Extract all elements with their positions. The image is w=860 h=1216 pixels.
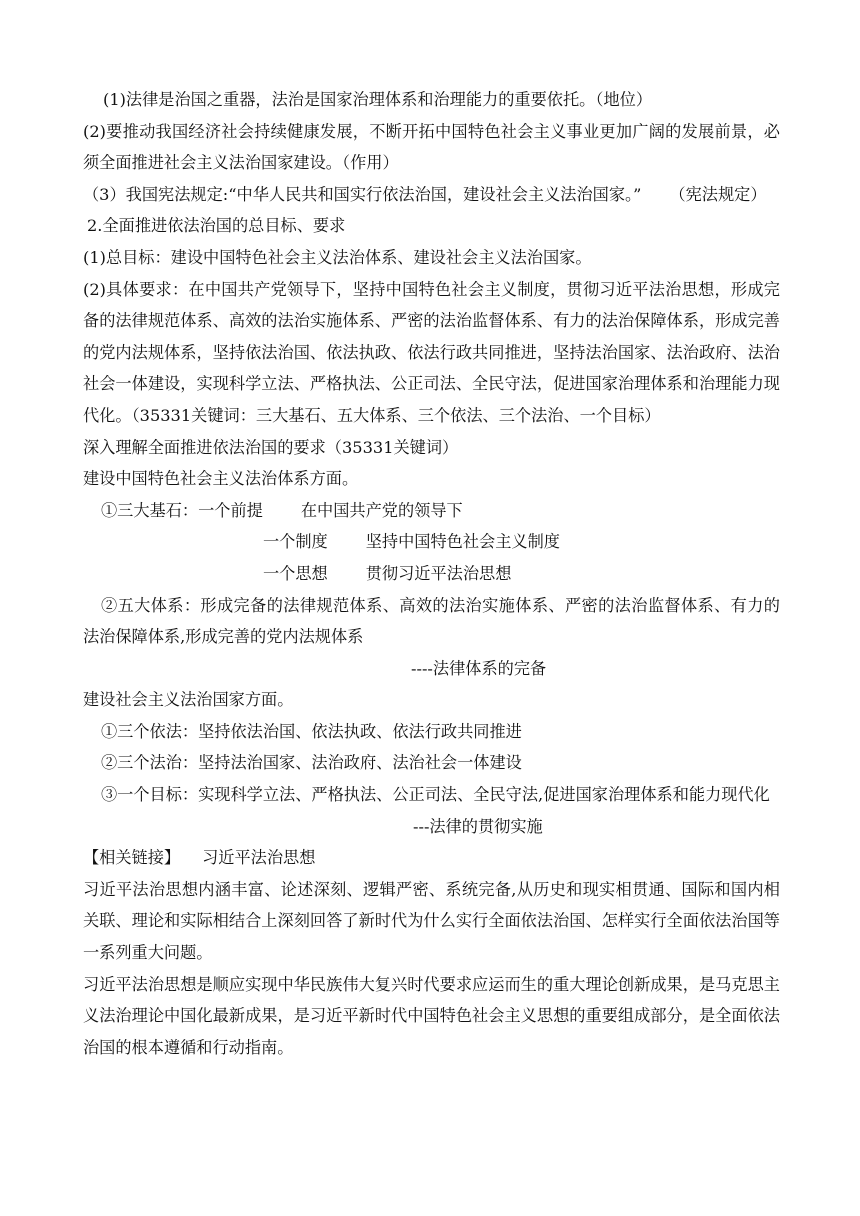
point-3-constitution (83, 179, 780, 211)
point-1-status: (1)法律是治国之重器，法治是国家治理体系和治理能力的重要依托。（地位） (103, 90, 653, 109)
rule-of-law-state-aspect-heading: 建设社会主义法治国家方面。 (83, 690, 294, 710)
cornerstone-system-text: 坚持中国特色社会主义制度 (365, 532, 560, 552)
cornerstone-row-premise (83, 495, 780, 527)
note-law-implementation: ---法律的贯彻实施 (413, 816, 543, 836)
thought-paragraph-2: 习近平法治思想是顺应实现中华民族伟大复兴时代要求应运而生的重大理论创新成果，是马克思主义法治理论中国化最新成果，是习近平新时代中国特色社会主义思想的重要组成部分，是全面依法治国的根本遵循和行动指南。 (83, 974, 780, 1057)
cornerstone-premise-label: ①三大基石：一个前提 (101, 500, 263, 520)
cornerstone-row-system (83, 526, 780, 558)
three-by-law: ①三个依法：坚持依法治国、依法执政、依法行政共同推进 (101, 721, 522, 741)
point-2-role: (2)要推动我国经济社会持续健康发展，不断开拓中国特色社会主义事业更加广阔的发展前景，必须全面推进社会主义法治国家建设。（作用） (83, 121, 780, 173)
document-body (83, 84, 780, 1063)
three-rule-of-law: ②三个法治：坚持法治国家、法治政府、法治社会一体建设 (101, 753, 522, 773)
note-legal-system-complete: ----法律体系的完备 (411, 658, 547, 678)
related-link-label: 【相关链接】 (83, 848, 181, 868)
cornerstone-thought-text: 贯彻习近平法治思想 (365, 563, 512, 583)
section-heading-2: 2.全面推进依法治国的总目标、要求 (87, 216, 346, 236)
cornerstone-system-label: 一个制度 (263, 532, 328, 552)
specific-requirements: (2)具体要求：在中国共产党领导下，坚持中国特色社会主义制度，贯彻习近平法治思想，形成完备的法律规范体系、高效的法治实施体系、严密的法治监督体系、有力的法治保障体系，形成完善的党内法规体系，坚持依法治国、依法执政、依法行政共同推进，坚持法治国家、法治政府、法治社会一体建设，实现科学立法、严格执法、公正司法、全民守法，促进国家治理体系和治理能力现代化。（35331关键词：三大基石、五大体系、三个依法、三个法治、一个目标） (83, 279, 780, 425)
thought-paragraph-1: 习近平法治思想内涵丰富、论述深刻、逻辑严密、系统完备,从历史和现实相贯通、国际和国内相关联、理论和实际相结合上深刻回答了新时代为什么实行全面依法治国、怎样实行全面依法治国等一系列重大问题。 (83, 879, 780, 963)
cornerstone-row-thought (83, 558, 780, 590)
cornerstone-premise-text: 在中国共产党的领导下 (300, 500, 463, 520)
related-link-title: 习近平法治思想 (202, 848, 316, 868)
legal-system-aspect-heading: 建设中国特色社会主义法治体系方面。 (83, 469, 359, 489)
one-goal: ③一个目标：实现科学立法、严格执法、公正司法、全民守法,促进国家治理体系和能力现代化 (101, 785, 770, 805)
cornerstone-thought-label: 一个思想 (263, 563, 328, 583)
deep-understanding-heading: 深入理解全面推进依法治国的要求（35331关键词） (83, 437, 459, 457)
five-systems: ②五大体系：形成完备的法律规范体系、高效的法治实施体系、严密的法治监督体系、有力的法治保障体系,形成完善的党内法规体系 (83, 595, 780, 647)
related-link-heading (83, 842, 780, 874)
overall-goal: (1)总目标：建设中国特色社会主义法治体系、建设社会主义法治国家。 (83, 247, 592, 267)
point-3-note: （宪法规定） (669, 184, 767, 204)
point-3-text: （3）我国宪法规定:“中华人民共和国实行依法治国，建设社会主义法治国家。” (83, 184, 642, 204)
